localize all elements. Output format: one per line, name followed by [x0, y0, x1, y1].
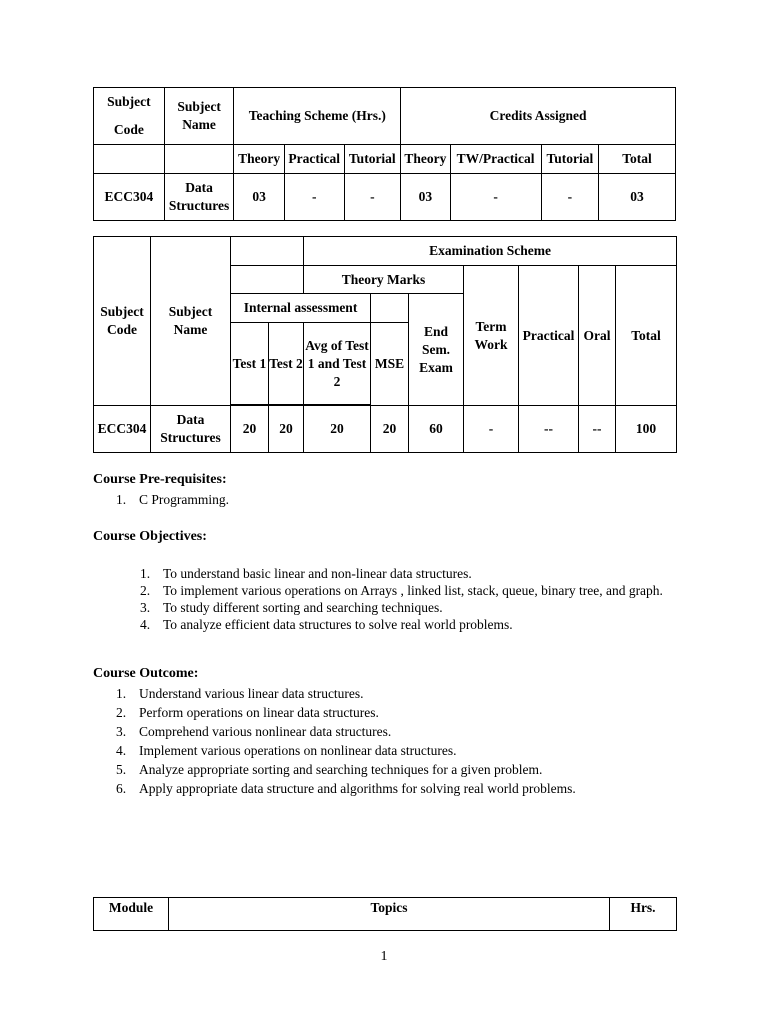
exam-cell: Data Structures	[151, 406, 231, 453]
objectives-list	[140, 565, 673, 633]
prerequisites-list	[116, 491, 669, 508]
list-number: 2.	[116, 705, 127, 720]
list-item	[140, 599, 673, 616]
list-text: Implement various operations on nonlinear data structures.	[139, 743, 457, 758]
exam-head-internal-assessment: Internal assessment	[231, 294, 371, 323]
credits-sub-total: Total	[599, 145, 676, 174]
credits-head-subject-code: Subject Code	[94, 88, 165, 145]
credits-sub-tutorial-credit: Tutorial	[541, 145, 599, 174]
credits-sub-tw-practical: TW/Practical	[450, 145, 541, 174]
credits-head-credits-assigned: Credits Assigned	[401, 88, 676, 145]
credits-head-teaching-scheme: Teaching Scheme (Hrs.)	[234, 88, 401, 145]
list-number: 1.	[116, 686, 127, 701]
list-text: To implement various operations on Arrays , linked list, stack, queue, binary tree, and graph.	[163, 583, 663, 598]
credits-cell: ECC304	[94, 174, 165, 221]
exam-cell: 20	[371, 406, 409, 453]
exam-table	[93, 236, 677, 453]
list-item	[116, 780, 679, 797]
credits-cell: -	[344, 174, 401, 221]
exam-head-examination-scheme: Examination Scheme	[304, 237, 677, 266]
module-head-topics: Topics	[169, 898, 610, 931]
outcomes-list	[116, 685, 679, 799]
list-number: 3.	[116, 724, 127, 739]
credits-cell: 03	[234, 174, 285, 221]
exam-head-term-work: Term Work	[464, 266, 519, 406]
module-head-hrs: Hrs.	[610, 898, 677, 931]
list-number: 1.	[116, 492, 127, 507]
exam-head-end-sem-exam: End Sem. Exam	[409, 294, 464, 406]
list-text: Comprehend various nonlinear data structures.	[139, 724, 392, 739]
list-number: 4.	[140, 617, 151, 632]
list-item	[140, 565, 673, 582]
list-text: Perform operations on linear data structures.	[139, 705, 379, 720]
credits-cell: 03	[401, 174, 451, 221]
module-head-module: Module	[94, 898, 169, 931]
list-number: 4.	[116, 743, 127, 758]
credits-sub-practical: Practical	[284, 145, 344, 174]
credits-sub-empty	[94, 145, 165, 174]
credits-table	[93, 87, 676, 221]
exam-head-mse: MSE	[371, 323, 409, 406]
exam-head-theory-marks: Theory Marks	[304, 266, 464, 294]
credits-cell: Data Structures	[164, 174, 234, 221]
prerequisites-heading: Course Pre-requisites:	[93, 472, 227, 487]
exam-cell: -	[464, 406, 519, 453]
list-number: 1.	[140, 566, 151, 581]
list-text: Understand various linear data structures.	[139, 686, 364, 701]
credits-sub-theory: Theory	[234, 145, 285, 174]
exam-cell: 20	[269, 406, 304, 453]
list-number: 6.	[116, 781, 127, 796]
outcomes-heading: Course Outcome:	[93, 666, 199, 681]
list-item	[140, 582, 673, 599]
module-table	[93, 897, 677, 931]
list-item	[116, 723, 679, 740]
exam-cell: --	[579, 406, 616, 453]
exam-cell: 100	[616, 406, 677, 453]
credits-sub-theory-credit: Theory	[401, 145, 451, 174]
exam-head-practical: Practical	[519, 266, 579, 406]
list-text: To study different sorting and searching techniques.	[163, 600, 443, 615]
list-item	[116, 761, 679, 778]
exam-head-empty	[231, 266, 304, 294]
credits-cell: -	[541, 174, 599, 221]
exam-head-empty	[231, 237, 304, 266]
list-item	[116, 685, 679, 702]
exam-head-test1: Test 1	[231, 323, 269, 405]
credits-head-subject-name: Subject Name	[164, 88, 234, 145]
list-text: To understand basic linear and non-linear data structures.	[163, 566, 472, 581]
list-text: To analyze efficient data structures to solve real world problems.	[163, 617, 513, 632]
list-text: C Programming.	[139, 492, 229, 507]
list-number: 2.	[140, 583, 151, 598]
credits-cell: -	[450, 174, 541, 221]
exam-head-avg: Avg of Test 1 and Test 2	[304, 323, 371, 405]
exam-head-subject-name: Subject Name	[151, 237, 231, 406]
credits-cell: 03	[599, 174, 676, 221]
exam-head-empty	[371, 294, 409, 323]
list-text: Apply appropriate data structure and algorithms for solving real world problems.	[139, 781, 576, 796]
credits-cell: -	[284, 174, 344, 221]
exam-cell: 20	[231, 406, 269, 453]
exam-cell: 60	[409, 406, 464, 453]
exam-head-test2: Test 2	[269, 323, 304, 405]
list-number: 5.	[116, 762, 127, 777]
exam-head-oral: Oral	[579, 266, 616, 406]
list-text: Analyze appropriate sorting and searching techniques for a given problem.	[139, 762, 543, 777]
credits-sub-tutorial: Tutorial	[344, 145, 401, 174]
exam-cell: 20	[304, 406, 371, 453]
exam-cell: ECC304	[94, 406, 151, 453]
page-number: 1	[380, 949, 388, 964]
list-item	[116, 491, 669, 508]
list-number: 3.	[140, 600, 151, 615]
list-item	[116, 704, 679, 721]
exam-cell: --	[519, 406, 579, 453]
list-item	[116, 742, 679, 759]
objectives-heading: Course Objectives:	[93, 529, 207, 544]
credits-sub-empty	[164, 145, 234, 174]
exam-head-total: Total	[616, 266, 677, 406]
exam-head-subject-code: Subject Code	[94, 237, 151, 406]
list-item	[140, 616, 673, 633]
